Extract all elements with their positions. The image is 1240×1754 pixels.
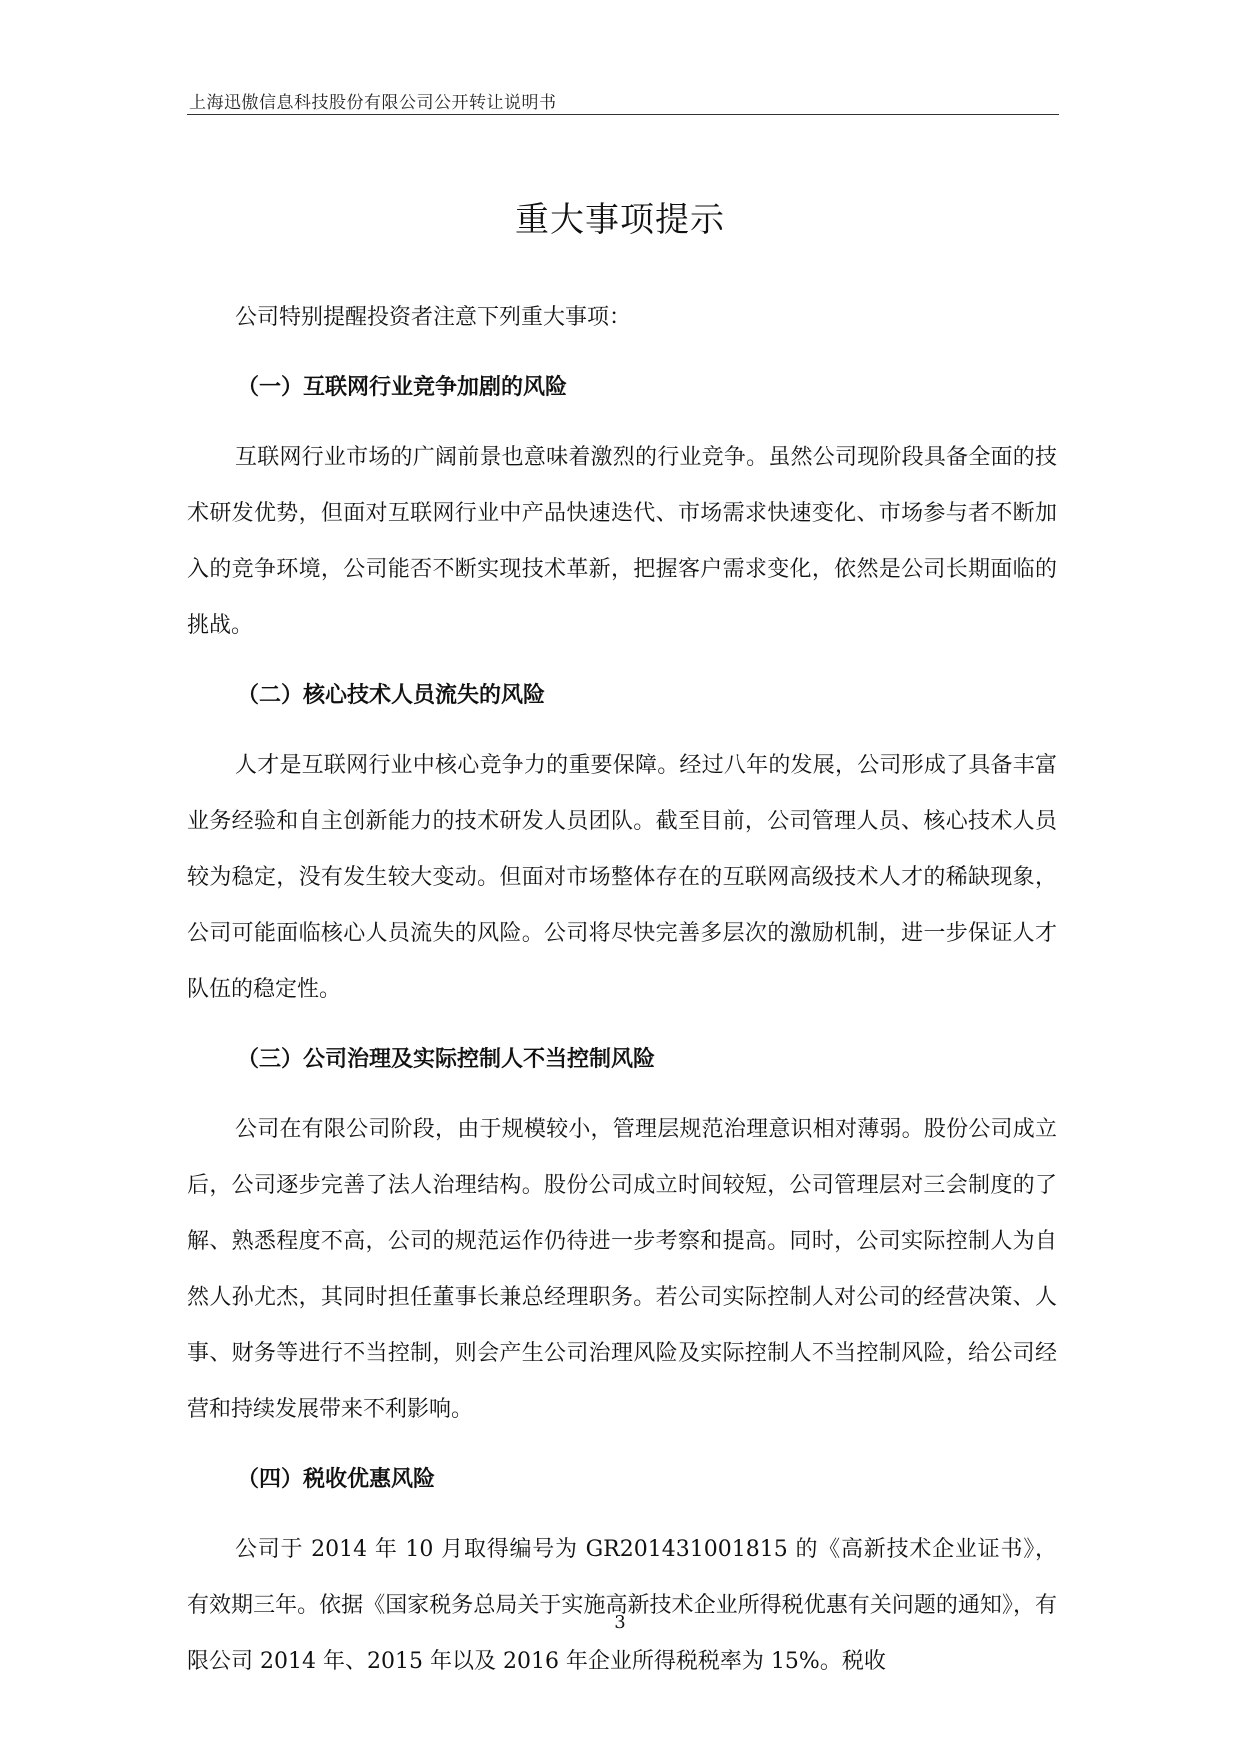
section-paragraph-1: 互联网行业市场的广阔前景也意味着激烈的行业竞争。虽然公司现阶段具备全面的技术研发优势，但面对互联网行业中产品快速迭代、市场需求快速变化、市场参与者不断加入的竞争环境，公司能否不断实现技术革新，把握客户需求变化，依然是公司长期面临的挑战。 [187, 445, 1057, 638]
section-heading-3: （三）公司治理及实际控制人不当控制风险 [237, 1047, 656, 1072]
intro-paragraph: 公司特别提醒投资者注意下列重大事项： [235, 305, 632, 330]
document-body [187, 290, 1057, 1704]
section-heading-4: （四）税收优惠风险 [237, 1467, 436, 1492]
page-title: 重大事项提示 [515, 200, 725, 240]
section-paragraph-2: 人才是互联网行业中核心竞争力的重要保障。经过八年的发展，公司形成了具备丰富业务经验和自主创新能力的技术研发人员团队。截至目前，公司管理人员、核心技术人员较为稳定，没有发生较大变动。但面对市场整体存在的互联网高级技术人才的稀缺现象，公司可能面临核心人员流失的风险。公司将尽快完善多层次的激励机制，进一步保证人才队伍的稳定性。 [187, 753, 1057, 1002]
section-paragraph-3: 公司在有限公司阶段，由于规模较小，管理层规范治理意识相对薄弱。股份公司成立后，公司逐步完善了法人治理结构。股份公司成立时间较短，公司管理层对三会制度的了解、熟悉程度不高，公司的规范运作仍待进一步考察和提高。同时，公司实际控制人为自然人孙尤杰，其同时担任董事长兼总经理职务。若公司实际控制人对公司的经营决策、人事、财务等进行不当控制，则会产生公司治理风险及实际控制人不当控制风险，给公司经营和持续发展带来不利影响。 [187, 1117, 1057, 1422]
section-heading-1: （一）互联网行业竞争加剧的风险 [237, 375, 568, 400]
page-number: 3 [614, 1612, 626, 1633]
header-divider [187, 114, 1059, 115]
section-paragraph-4: 公司于 2014 年 10 月取得编号为 GR201431001815 的《高新技术企业证书》，有效期三年。依据《国家税务总局关于实施高新技术企业所得税优惠有关问题的通知》，有限公司 2014 年、2015 年以及 2016 年企业所得税税率为 15%。税收 [187, 1537, 1057, 1674]
running-header: 上海迅傲信息科技股份有限公司公开转让说明书 [189, 93, 557, 113]
section-heading-2: （二）核心技术人员流失的风险 [237, 683, 546, 708]
